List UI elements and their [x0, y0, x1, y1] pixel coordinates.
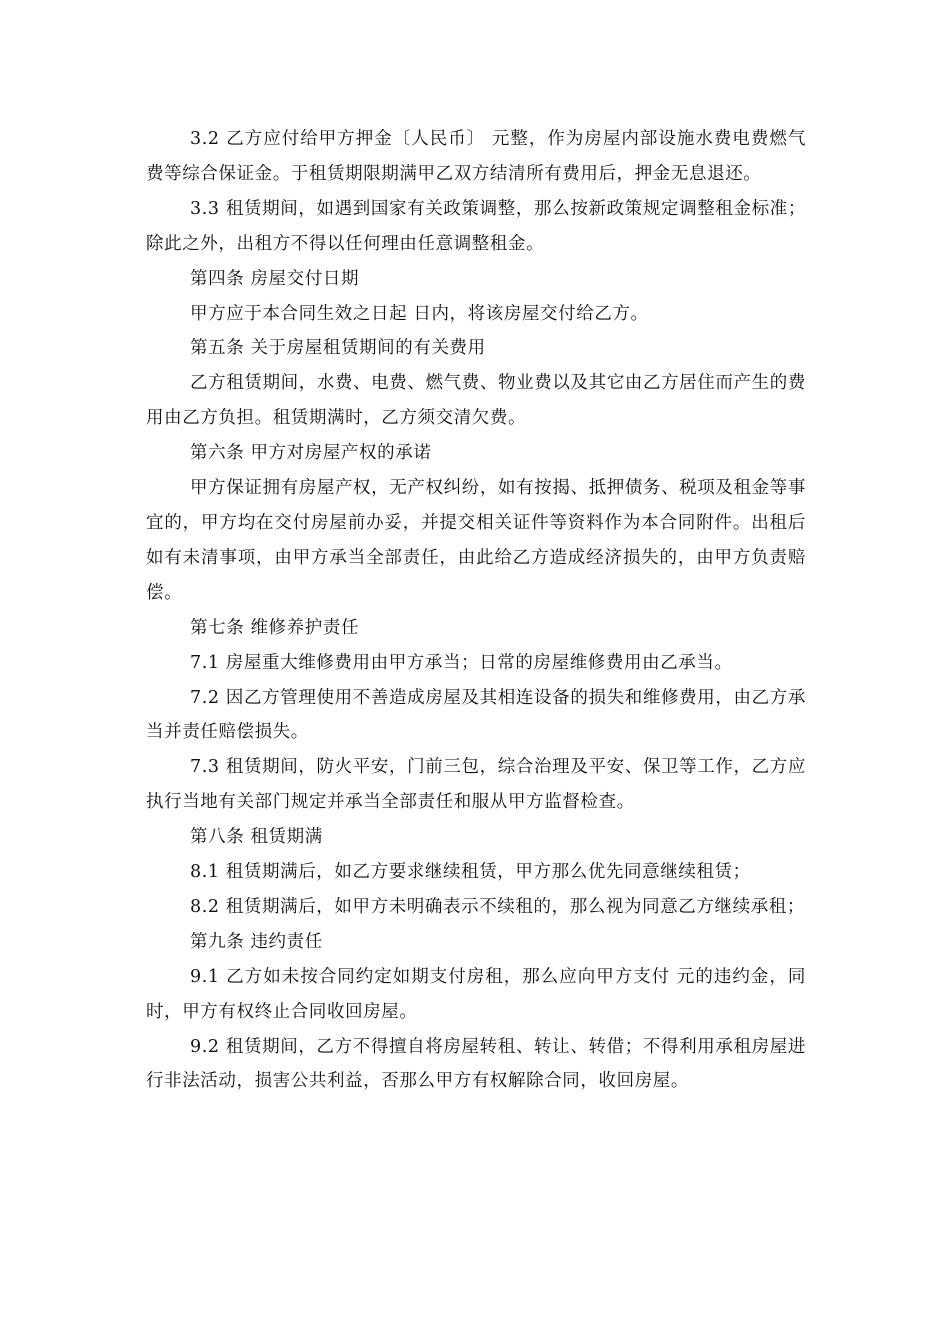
clause-8-2: 8.2 租赁期满后，如甲方未明确表示不续租的，那么视为同意乙方继续承租； [190, 896, 805, 917]
clause-7-1: 7.1 房屋重大维修费用由甲方承当；日常的房屋维修费用由乙承当。 [190, 652, 733, 673]
article-5-text: 乙方租赁期间，水费、电费、燃气费、物业费以及其它由乙方居住而产生的费用由乙方负担。租赁期满时，乙方须交清欠费。 [146, 373, 806, 429]
article-8-heading: 第八条 租赁期满 [190, 827, 323, 848]
clause-3-2: 3.2 乙方应付给甲方押金〔人民币〕 元整，作为房屋内部设施水费电费燃气费等综合保证金。于租赁期限期满甲乙双方结清所有费用后，押金无息退还。 [146, 129, 806, 184]
article-6-text: 甲方保证拥有房屋产权，无产权纠纷，如有按揭、抵押债务、税项及租金等事宜的，甲方均在交付房屋前办妥，并提交相关证件等资料作为本合同附件。出租后如有未清事项，由甲方承当全部责任，由此给乙方造成经济损失的，由甲方负责赔偿。 [146, 478, 806, 603]
clause-9-2: 9.2 租赁期间，乙方不得擅自将房屋转租、转让、转借；不得利用承租房屋进行非法活动，损害公共利益，否那么甲方有权解除合同，收回房屋。 [146, 1036, 806, 1092]
clause-7-3: 7.3 租赁期间，防火平安，门前三包，综合治理及平安、保卫等工作，乙方应执行当地有关部门规定并承当全部责任和服从甲方监督检查。 [146, 757, 806, 813]
article-4-text: 甲方应于本合同生效之日起 日内，将该房屋交付给乙方。 [190, 303, 649, 324]
article-4-heading: 第四条 房屋交付日期 [190, 268, 360, 289]
article-7-heading: 第七条 维修养护责任 [190, 617, 360, 638]
clause-8-1: 8.1 租赁期满后，如乙方要求继续租赁，甲方那么优先同意继续租赁； [190, 862, 751, 883]
clause-7-2: 7.2 因乙方管理使用不善造成房屋及其相连设备的损失和维修费用，由乙方承当并责任赔偿损失。 [146, 687, 806, 743]
clause-3-3: 3.3 租赁期间，如遇到国家有关政策调整，那么按新政策规定调整租金标准；除此之外，出租方不得以任何理由任意调整租金。 [146, 198, 806, 254]
clause-9-1: 9.1 乙方如未按合同约定如期支付房租，那么应向甲方支付 元的违约金，同时，甲方有权终止合同收回房屋。 [146, 966, 806, 1022]
article-9-heading: 第九条 违约责任 [190, 931, 323, 952]
document-body [146, 122, 806, 1099]
article-5-heading: 第五条 关于房屋租赁期间的有关费用 [190, 338, 486, 359]
article-6-heading: 第六条 甲方对房屋产权的承诺 [190, 443, 432, 464]
